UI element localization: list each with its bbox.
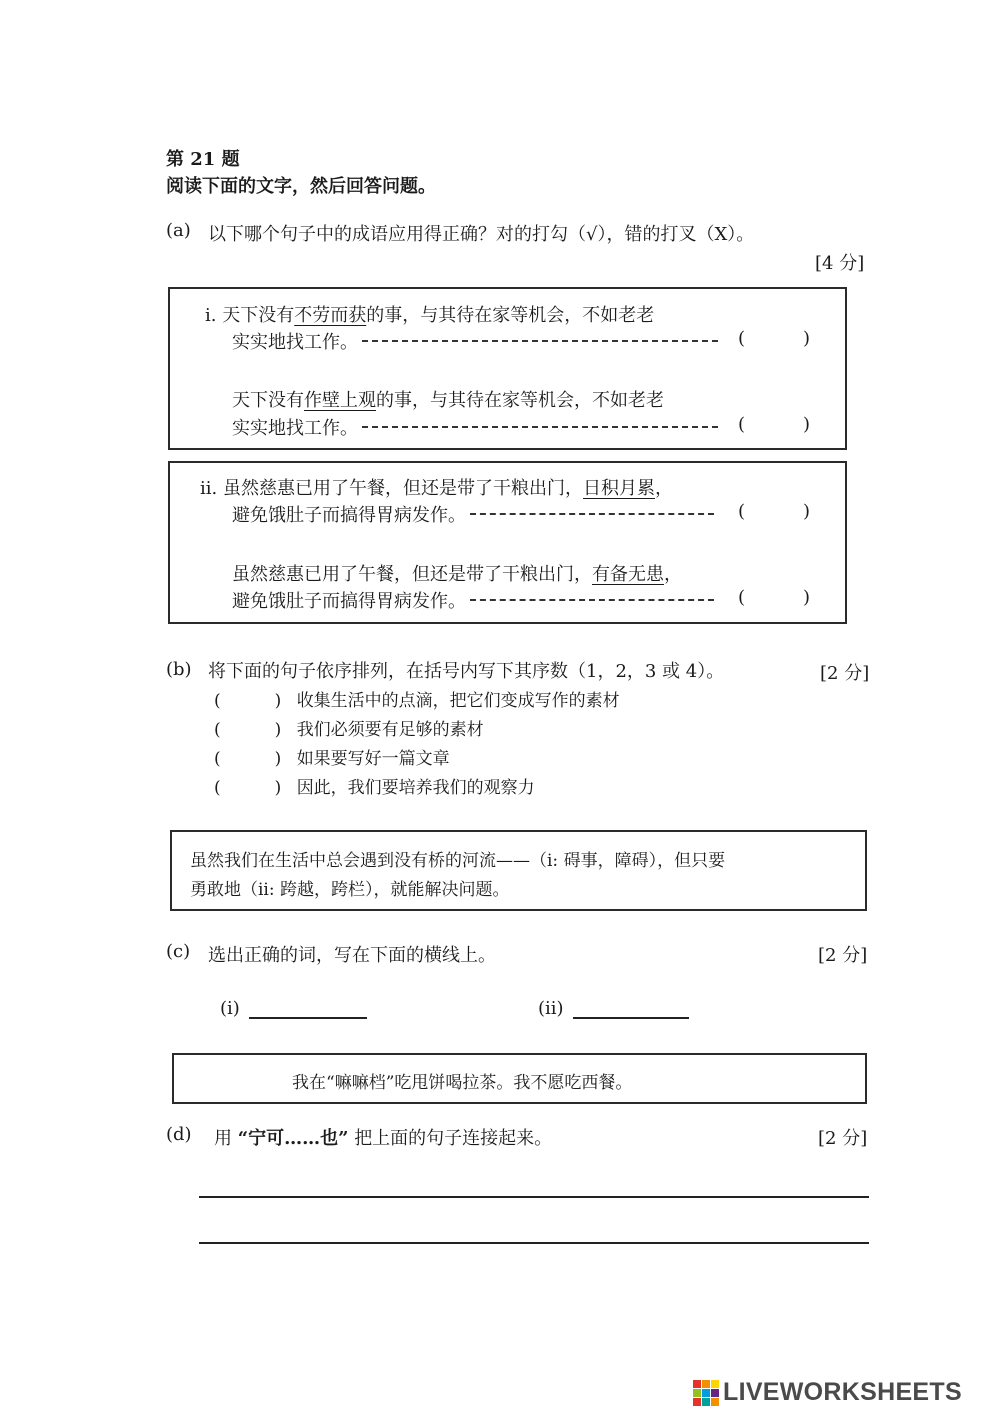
blank-i-label: (i) [220, 998, 240, 1019]
answer-input-ii[interactable] [573, 1017, 689, 1019]
idiom-underlined: 作壁上观 [304, 390, 376, 411]
order-item: ( ) 收集生活中的点滴，把它们变成写作的素材 [214, 691, 620, 711]
answer-line-1[interactable] [199, 1196, 869, 1198]
blank-ii-label: (ii) [538, 998, 564, 1019]
part-a-prompt: 以下哪个句子中的成语应用得正确？对的打勾（√），错的打叉（X）。 [208, 224, 755, 245]
box1-sentence-1: i. 天下没有不劳而获的事，与其待在家等机会，不如老老 [205, 305, 655, 326]
idiom-underlined: 日积月累 [582, 478, 655, 499]
dotted-leader [362, 426, 718, 428]
passage-d-text: 我在“嘛嘛档”吃甩饼喝拉茶。我不愿吃西餐。 [292, 1073, 633, 1093]
part-d-label: (d) [166, 1124, 192, 1145]
part-b-marks: [2 分] [820, 663, 870, 684]
part-d-marks: [2 分] [818, 1128, 868, 1149]
box1-sentence-2: 天下没有作壁上观的事，与其待在家等机会，不如老老 [232, 390, 664, 411]
part-a-marks: [4 分] [815, 253, 865, 274]
order-bracket[interactable]: ( ) [214, 720, 282, 740]
dotted-leader [362, 340, 718, 342]
box2-numeral: ii. [200, 478, 218, 499]
order-item: ( ) 我们必须要有足够的素材 [214, 720, 484, 740]
order-bracket[interactable]: ( ) [214, 778, 282, 798]
box1-numeral: i. [205, 305, 217, 326]
order-bracket[interactable]: ( ) [214, 749, 282, 769]
part-b-label: (b) [166, 659, 192, 680]
box1-sentence-2-line2: 实实地找工作。 [232, 414, 722, 440]
question-number: 第 21 题 [166, 149, 240, 170]
dotted-leader [470, 513, 714, 515]
part-a-label: (a) [166, 220, 191, 241]
answer-bracket-a3[interactable]: ( ) [738, 501, 811, 522]
box2-sentence-2-line2: 避免饿肚子而搞得胃病发作。 [232, 587, 718, 613]
logo-grid-icon [693, 1380, 719, 1406]
part-c-label: (c) [166, 941, 191, 962]
connector-phrase: “宁可……也” [237, 1128, 349, 1149]
order-bracket[interactable]: ( ) [214, 691, 282, 711]
passage-c-line-1: 虽然我们在生活中总会遇到没有桥的河流——（i: 碍事，障碍），但只要 [190, 851, 726, 871]
part-d-prompt: 用 “宁可……也” 把上面的句子连接起来。 [214, 1128, 553, 1149]
order-item: ( ) 因此，我们要培养我们的观察力 [214, 778, 535, 798]
box2-sentence-2: 虽然慈惠已用了午餐，但还是带了干粮出门，有备无患， [232, 564, 682, 585]
liveworksheets-logo [693, 1378, 962, 1407]
part-c-marks: [2 分] [818, 945, 868, 966]
part-b-prompt: 将下面的句子依序排列，在括号内写下其序数（1，2，3 或 4）。 [208, 661, 725, 682]
answer-bracket-a2[interactable]: ( ) [738, 414, 811, 435]
box1-sentence-1-line2: 实实地找工作。 [232, 328, 722, 354]
idiom-underlined: 不劳而获 [294, 305, 367, 326]
box2-sentence-1: ii. 虽然慈惠已用了午餐，但还是带了干粮出门，日积月累， [200, 478, 673, 499]
logo-text: LIVEWORKSHEETS [723, 1378, 962, 1406]
dotted-leader [470, 599, 714, 601]
part-c-prompt: 选出正确的词，写在下面的横线上。 [208, 945, 496, 966]
instruction: 阅读下面的文字，然后回答问题。 [166, 176, 436, 197]
answer-bracket-a1[interactable]: ( ) [738, 328, 811, 349]
answer-bracket-a4[interactable]: ( ) [738, 587, 811, 608]
idiom-underlined: 有备无患 [592, 564, 664, 585]
answer-line-2[interactable] [199, 1242, 869, 1244]
order-item: ( ) 如果要写好一篇文章 [214, 749, 450, 769]
box2-sentence-1-line2: 避免饿肚子而搞得胃病发作。 [232, 501, 718, 527]
answer-input-i[interactable] [249, 1017, 367, 1019]
passage-c-line-2: 勇敢地（ii: 跨越，跨栏），就能解决问题。 [190, 880, 510, 900]
